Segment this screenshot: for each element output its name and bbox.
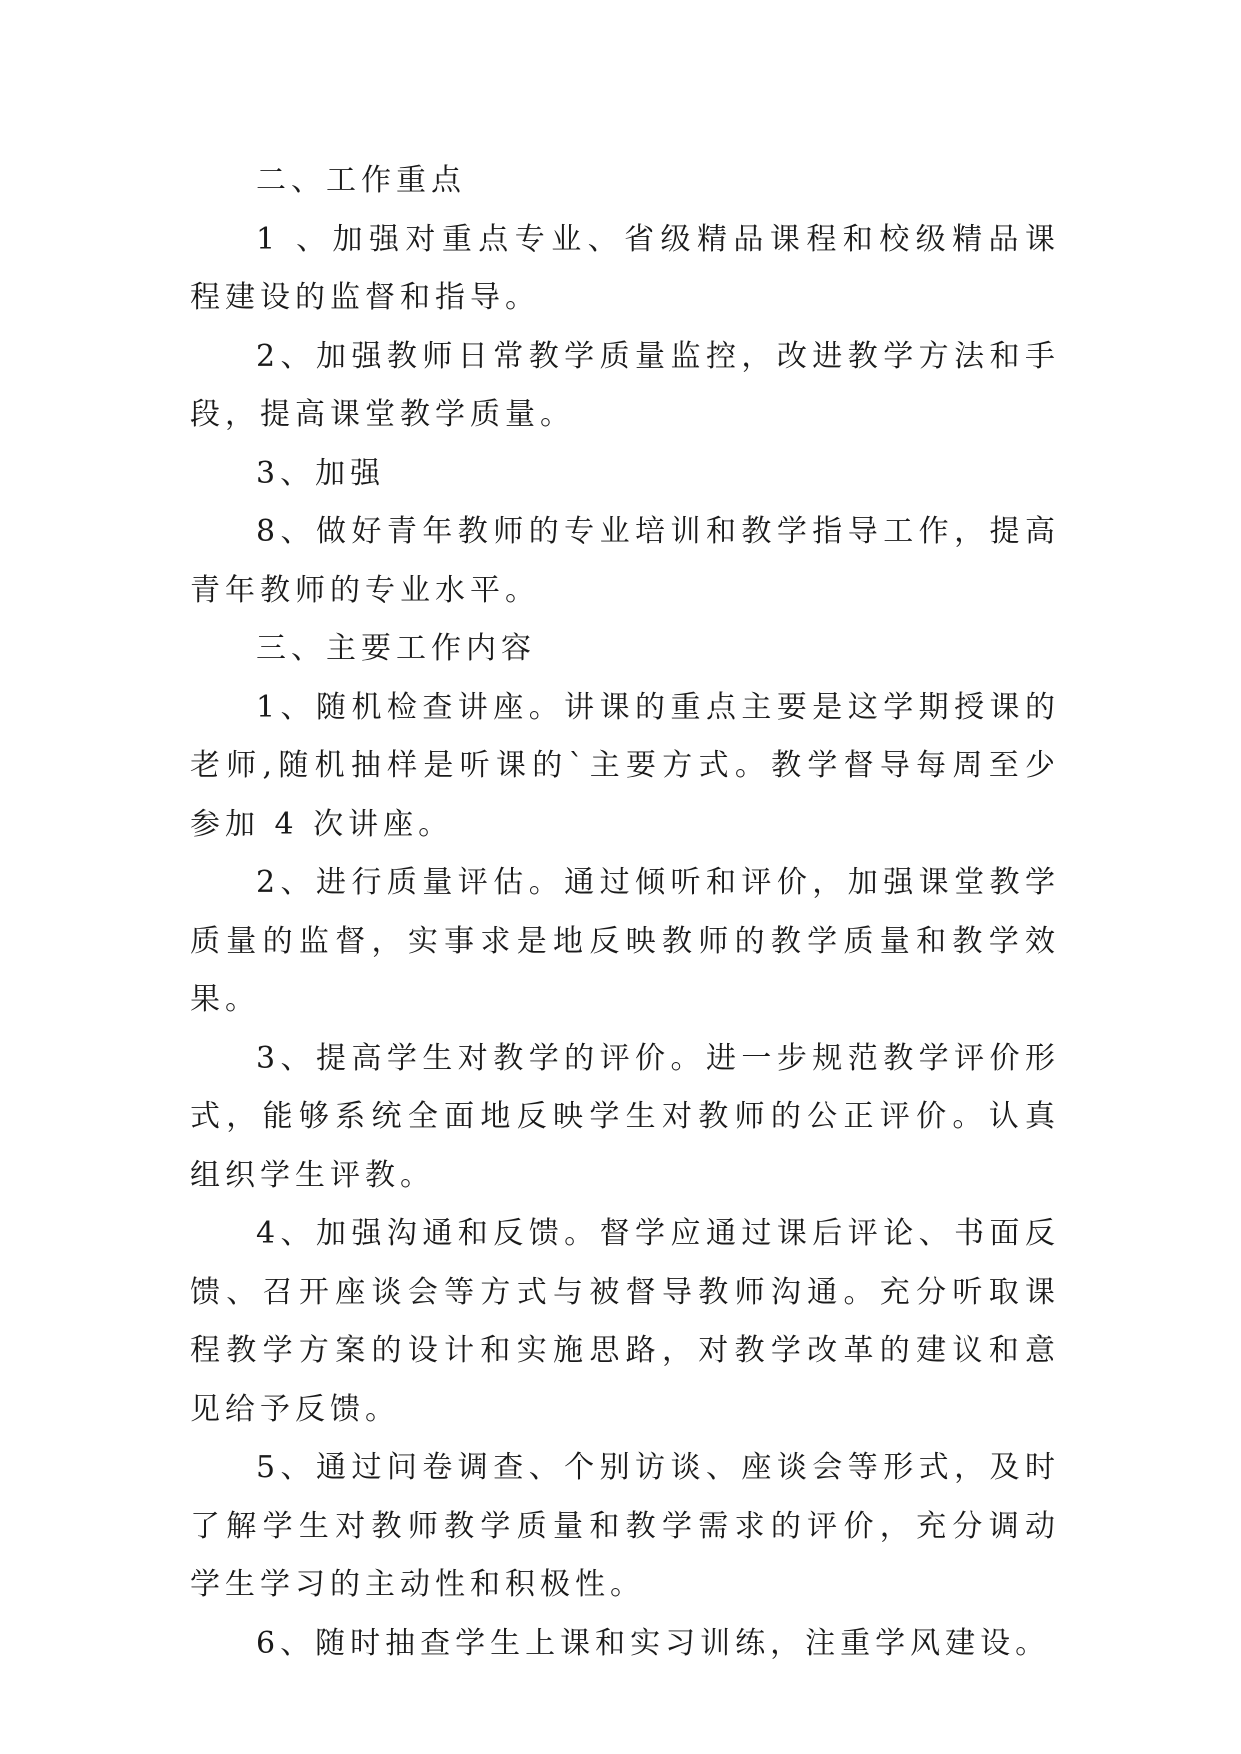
paragraph: 6、随时抽查学生上课和实习训练，注重学风建设。 (256, 1625, 1051, 1661)
section-heading-work-focus: 二、工作重点 (256, 163, 466, 198)
paragraph: 8、做好青年教师的专业培训和教学指导工作，提高青年教师的专业水平。 (190, 514, 1060, 608)
document-body (190, 152, 1060, 1673)
paragraph: 1 、加强对重点专业、省级精品课程和校级精品课程建设的监督和指导。 (190, 221, 1060, 315)
paragraph: 2、加强教师日常教学质量监控，改进教学方法和手段，提高课堂教学质量。 (190, 338, 1060, 432)
paragraph: 2、进行质量评估。通过倾听和评价，加强课堂教学质量的监督，实事求是地反映教师的教学质量和教学效果。 (190, 865, 1060, 1017)
paragraph: 1、随机检查讲座。讲课的重点主要是这学期授课的老师,随机抽样是听课的`主要方式。教学督导每周至少参加 4 次讲座。 (190, 689, 1060, 842)
paragraph: 4、加强沟通和反馈。督学应通过课后评论、书面反馈、召开座谈会等方式与被督导教师沟通。充分听取课程教学方案的设计和实施思路，对教学改革的建议和意见给予反馈。 (190, 1216, 1060, 1427)
paragraph: 3、加强 (256, 455, 386, 491)
paragraph: 5、通过问卷调查、个别访谈、座谈会等形式，及时了解学生对教师教学质量和教学需求的评价，充分调动学生学习的主动性和积极性。 (190, 1450, 1060, 1602)
paragraph: 3、提高学生对教学的评价。进一步规范教学评价形式，能够系统全面地反映学生对教师的公正评价。认真组织学生评教。 (190, 1040, 1060, 1193)
section-heading-main-work: 三、主要工作内容 (256, 631, 536, 666)
